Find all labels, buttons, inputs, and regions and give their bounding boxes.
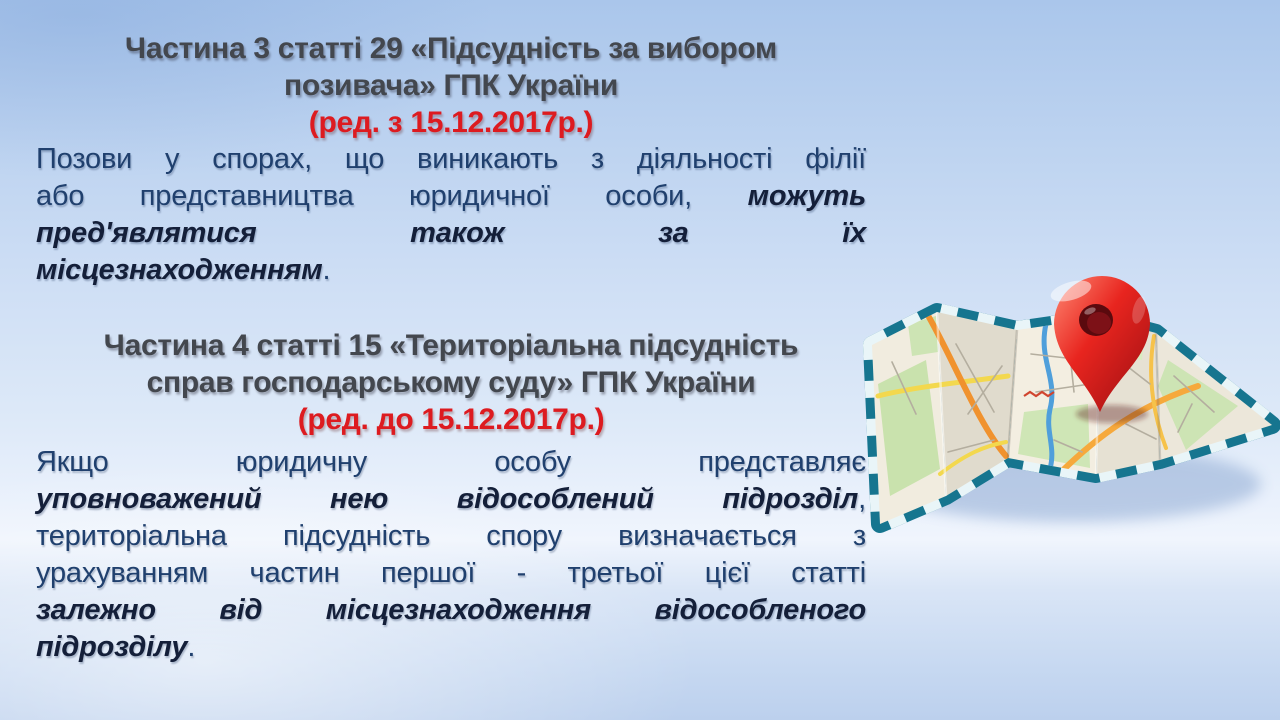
section2-revision-date: (ред. до 15.12.2017р.) [297, 403, 605, 436]
paragraph-line: урахуванням частин першої - третьої цієї статті [36, 557, 866, 589]
paragraph-line: підрозділу. [36, 631, 196, 663]
paragraph-line: місцезнаходженням. [36, 254, 331, 286]
paragraph-line: пред'являтися також за їх [36, 217, 866, 249]
heading-line: Частина 3 статті 29 «Підсудність за вибором [125, 32, 777, 65]
section2-heading [36, 327, 866, 401]
section1-paragraph [36, 141, 866, 289]
slide-text-column [36, 30, 866, 666]
paragraph-line: Якщо юридичну особу представляє [36, 446, 866, 478]
paragraph-line: залежно від місцезнаходження відособленого [36, 594, 866, 626]
heading-line: позивача» ГПК України [284, 69, 618, 102]
heading-line: справ господарському суду» ГПК України [146, 366, 756, 399]
paragraph-line: територіальна підсудність спору визначається з [36, 520, 866, 552]
heading-line: Частина 4 статті 15 «Територіальна підсудність [103, 329, 799, 362]
section1-revision-date: (ред. з 15.12.2017р.) [308, 106, 594, 139]
section1-heading [36, 30, 866, 104]
paragraph-line: або представництва юридичної особи, можуть [36, 180, 867, 212]
paragraph-line: уповноважений нею відособлений підрозділ, [36, 483, 866, 515]
section2-paragraph [36, 444, 866, 666]
folded-map-illustration [856, 264, 1280, 556]
paragraph-line: Позови у спорах, що виникають з діяльності філії [36, 143, 866, 175]
